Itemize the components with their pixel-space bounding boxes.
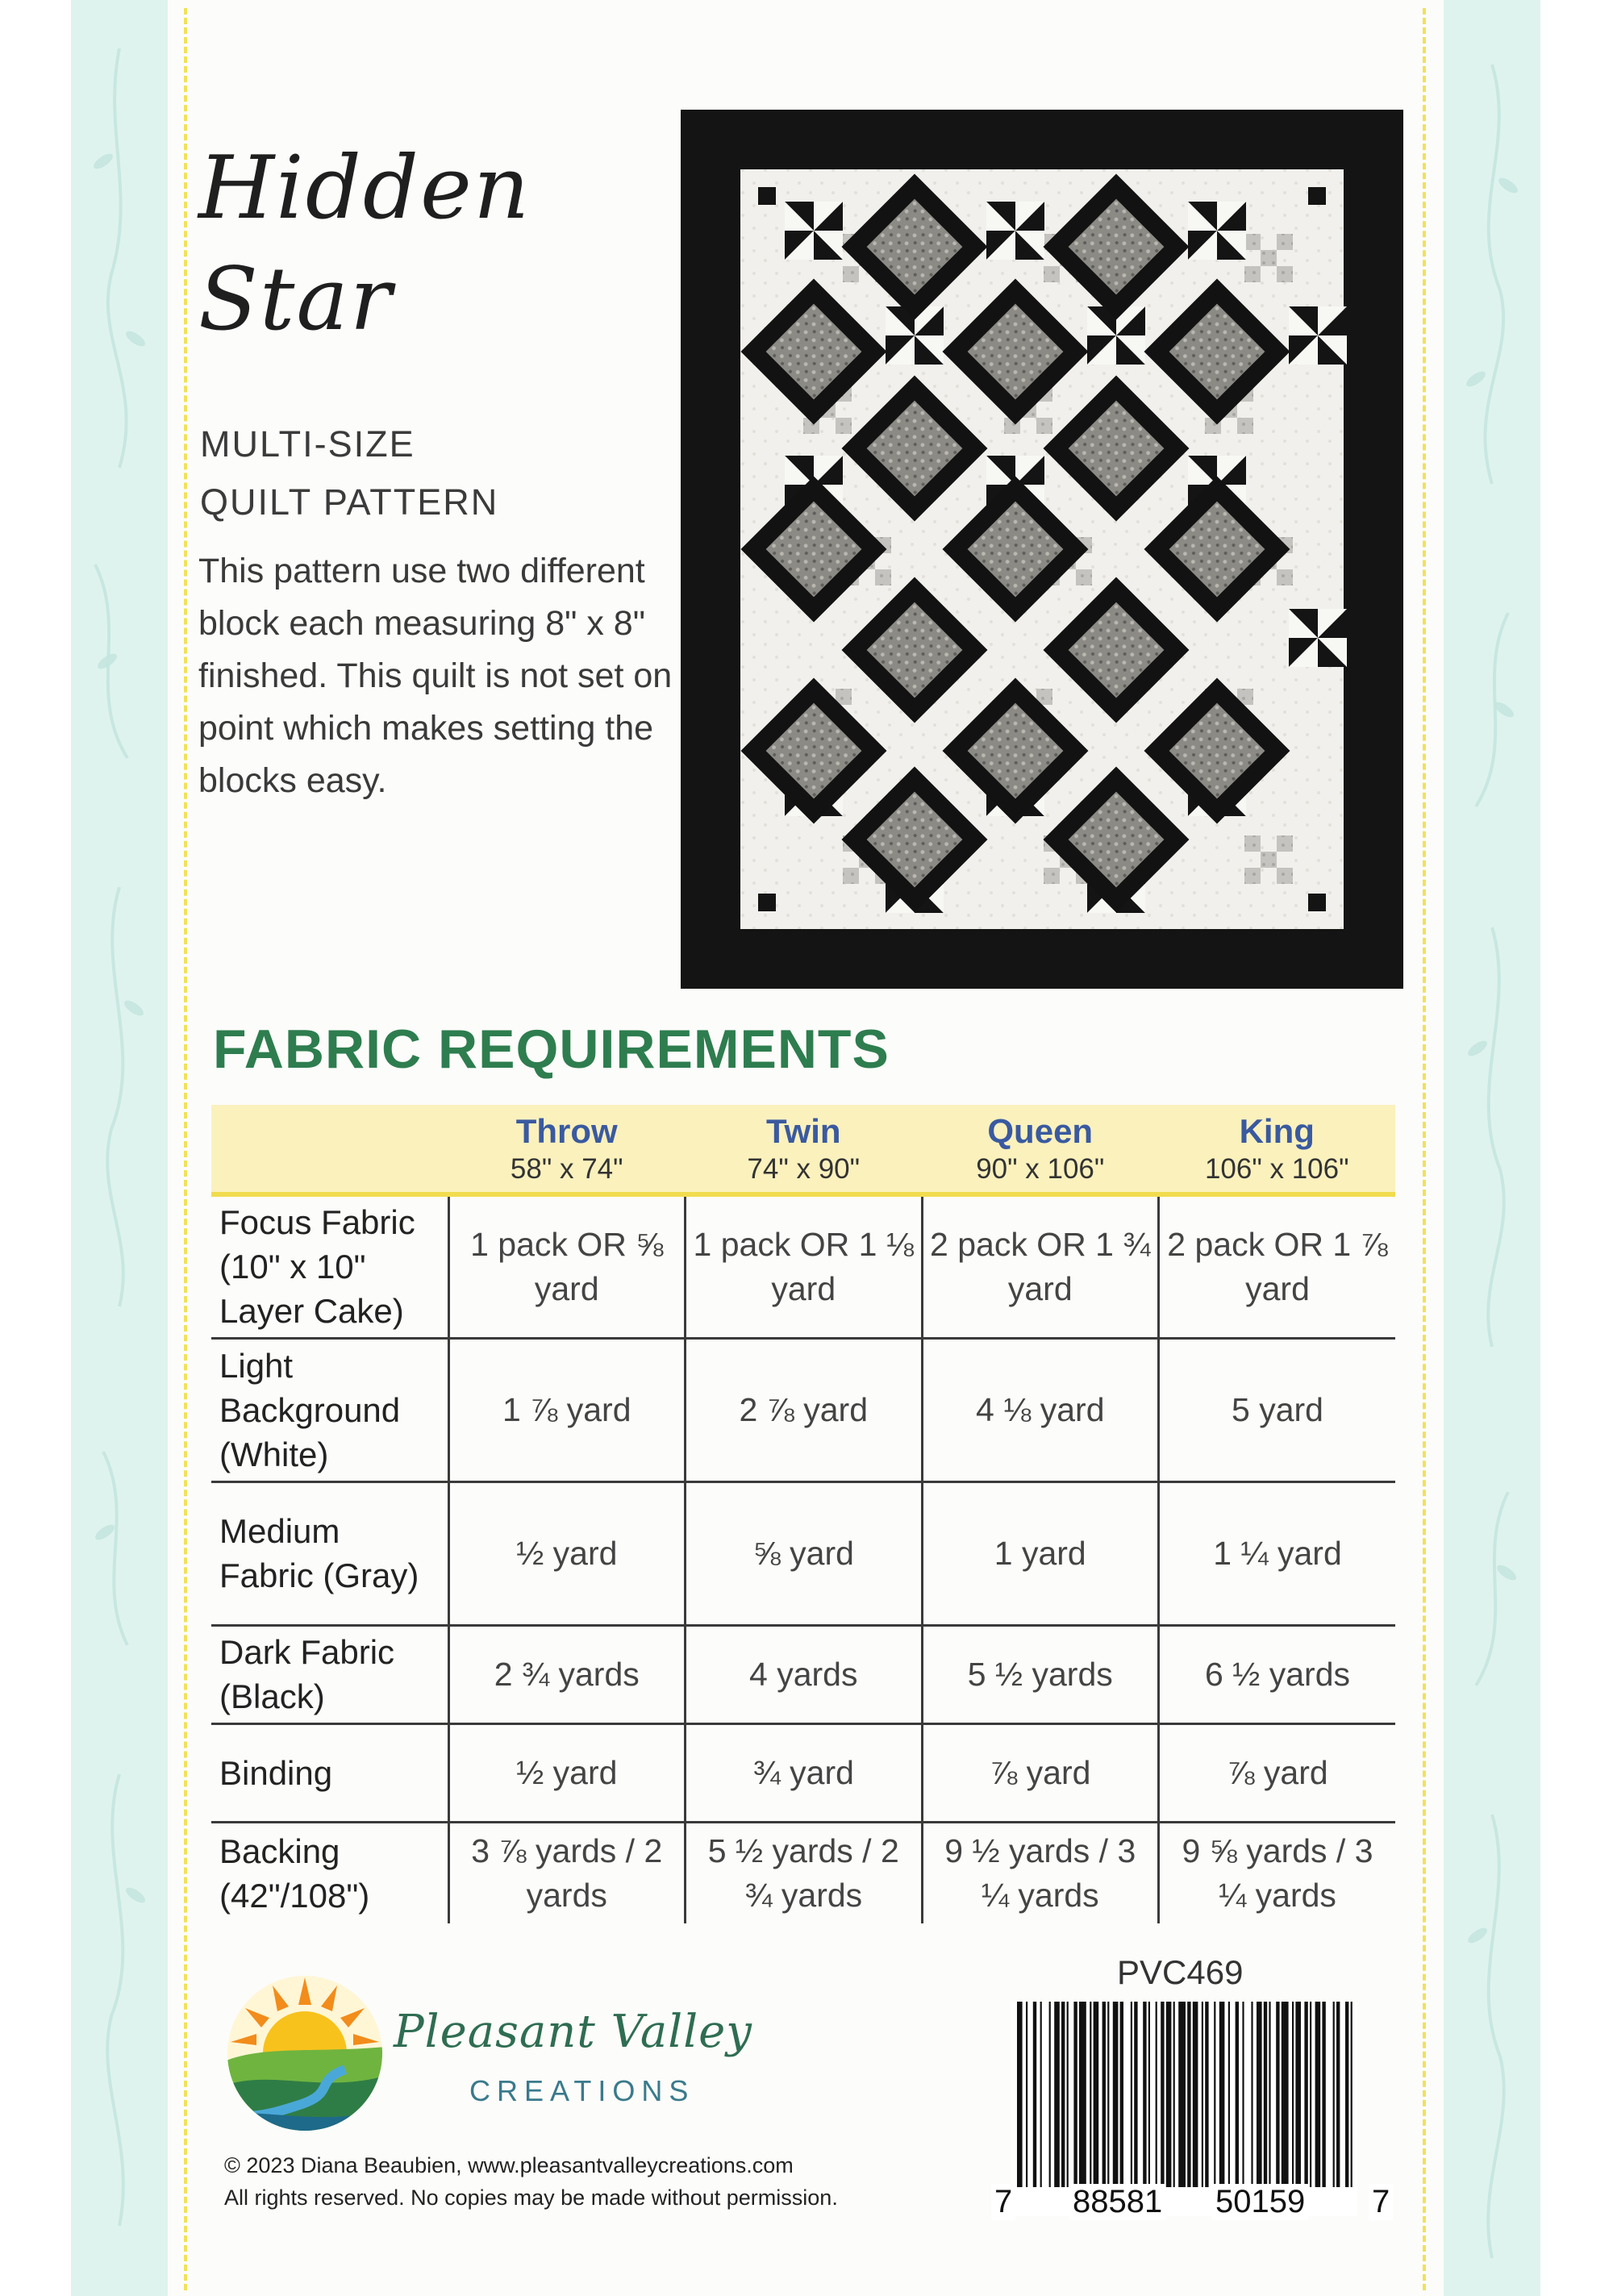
barcode-bar [1310,2002,1311,2187]
cell-value: 1 pack OR ⅝ yard [448,1194,686,1338]
copyright-line-2: All rights reserved. No copies may be made without permission. [224,2186,838,2210]
size-name: Throw [515,1112,618,1150]
barcode-bar [1333,2002,1335,2187]
cell-value: 2 ⅞ yard [686,1338,923,1481]
barcode-bar [1269,2002,1270,2187]
barcode-bar [1113,2002,1119,2187]
table-row [211,1625,1395,1723]
barcode-bar [1242,2002,1244,2187]
table-row [211,1194,1395,1338]
cell-value: ½ yard [448,1481,686,1625]
barcode-bar [1148,2002,1150,2187]
barcode-digit-trail: 7 [1369,2184,1393,2220]
row-label: Focus Fabric (10" x 10" Layer Cake) [211,1194,448,1338]
stitch-line-left [184,8,187,2290]
size-dimensions: 74" x 90" [747,1153,861,1185]
pattern-description: This pattern use two different block each measuring 8" x 8" finished. This quilt is not set on point which makes setting the blocks easy. [198,552,673,800]
barcode-bar [1173,2002,1175,2187]
cell-value: 1 pack OR 1 ⅛ yard [686,1194,923,1338]
cell-value: 2 ¾ yards [448,1625,686,1723]
size-name: King [1239,1112,1315,1150]
barcode-digit-group-2: 50159 [1212,2184,1308,2220]
barcode-bar [1040,2002,1042,2187]
publisher-logo-subtitle: CREATIONS [469,2074,695,2107]
barcode-bar [1026,2002,1027,2187]
barcode-bar [1067,2002,1069,2187]
row-label: Backing (42"/108") [219,1831,370,1915]
title-line-2: Star [198,249,394,350]
barcode-bar [1193,2002,1198,2187]
barcode-bar [1166,2002,1172,2187]
size-dimensions: 58" x 74" [510,1153,623,1185]
size-dimensions: 106" x 106" [1204,1153,1349,1185]
barcode-bar [1061,2002,1065,2187]
mint-border-right [1444,0,1540,2296]
barcode-bar [1251,2002,1252,2187]
cell-value: 1 yard [922,1481,1159,1625]
table-row [211,1822,1395,1923]
barcode-bar [1073,2002,1077,2187]
copyright-notice [224,2149,838,2214]
barcode-bar [1205,2002,1208,2187]
header-size-king [1159,1105,1396,1194]
barcode-bar [1102,2002,1106,2187]
size-name: Twin [765,1112,841,1150]
mint-border-left [71,0,168,2296]
subtitle-line-1: MULTI-SIZE [200,423,415,465]
cell-value: ⅞ yard [1159,1723,1396,1822]
barcode-bar [1276,2002,1279,2187]
cell-value: 2 pack OR 1 ⅞ yard [1159,1194,1396,1338]
fabric-requirements-table [211,1105,1395,1923]
barcode-bar [1143,2002,1146,2187]
stitch-line-right [1423,8,1426,2290]
table-row [211,1481,1395,1625]
barcode-bar [1322,2002,1325,2187]
table-row [211,1723,1395,1822]
subtitle-line-2: QUILT PATTERN [200,481,499,523]
barcode-bar [1351,2002,1353,2187]
copyright-line-1: © 2023 Diana Beaubien, www.pleasantvalleycreations.com [224,2153,794,2177]
barcode-digit-group-1: 88581 [1069,2184,1165,2220]
size-name: Queen [987,1112,1094,1150]
barcode-bar [1090,2002,1091,2187]
barcode-bar [1033,2002,1036,2187]
cell-value: 5 ½ yards / 2 ¾ yards [686,1822,923,1923]
barcode-bar [1131,2002,1132,2187]
row-label: Medium Fabric (Gray) [211,1481,448,1625]
barcode-bar [1315,2002,1321,2187]
fabric-requirements-title: FABRIC REQUIREMENTS [213,1019,890,1080]
row-label: Binding [211,1723,448,1822]
cell-value: 9 ½ yards / 3 ¼ yards [922,1822,1159,1923]
header-size-throw [448,1105,686,1194]
header-blank [211,1105,448,1194]
leaf-pattern-right [1444,0,1540,2296]
cell-value: 6 ½ yards [1159,1625,1396,1723]
barcode-bar [1264,2002,1267,2187]
pattern-title [198,133,531,356]
quilt-photo [681,110,1403,989]
barcode-bar [1134,2002,1137,2187]
row-label: Light Background (White) [211,1338,448,1481]
barcode-bar [1295,2002,1301,2187]
barcode-digit-lead: 7 [991,2184,1015,2220]
barcode-bar [1214,2002,1215,2187]
header-size-twin [686,1105,923,1194]
barcode-bar [1049,2002,1051,2187]
cell-value: 1 ¼ yard [1159,1481,1396,1625]
barcode-bar [1178,2002,1186,2187]
barcode-bar [1292,2002,1294,2187]
cell-value: 5 yard [1159,1338,1396,1481]
barcode-bar [1120,2002,1123,2187]
publisher-logo-name: Pleasant Valley [394,2006,752,2058]
barcode-bar [1094,2002,1099,2187]
barcode-bar [1345,2002,1348,2187]
barcode-bar [1017,2002,1023,2187]
cell-value: 1 ⅞ yard [448,1338,686,1481]
cell-value: ⅝ yard [686,1481,923,1625]
barcode-bar [1156,2002,1157,2187]
header-size-queen [922,1105,1159,1194]
table-header-row [211,1105,1395,1194]
title-line-1: Hidden [198,138,531,239]
size-dimensions: 90" x 106" [976,1153,1105,1185]
leaf-pattern-left [71,0,168,2296]
barcode-bar [1257,2002,1262,2187]
barcode-bar [1236,2002,1239,2187]
table-row [211,1338,1395,1481]
cell-value: 9 ⅝ yards / 3 ¼ yards [1159,1822,1396,1923]
cell-value: 2 pack OR 1 ¾ yard [922,1194,1159,1338]
barcode-bar [1079,2002,1086,2187]
barcode-bars [1011,2002,1357,2187]
cell-value: 4 yards [686,1625,923,1723]
barcode-bar [1228,2002,1230,2187]
barcode-bar [1219,2002,1225,2187]
barcode-bar [1336,2002,1340,2187]
cell-value: 3 ⅞ yards / 2 yards [448,1822,686,1923]
cell-value: ½ yard [448,1723,686,1822]
cell-value: 4 ⅛ yard [922,1338,1159,1481]
cell-value: ¾ yard [686,1723,923,1822]
barcode-bar [1187,2002,1190,2187]
barcode-bar [1054,2002,1060,2187]
barcode-bar [1161,2002,1164,2187]
product-sku: PVC469 [1117,1953,1244,1991]
pattern-subtitle [200,415,498,531]
sun-valley-logo-icon [224,1973,386,2134]
barcode-bar [1202,2002,1203,2187]
barcode-bar [1107,2002,1109,2187]
cell-value: 5 ½ yards [922,1625,1159,1723]
barcode-bar [1282,2002,1289,2187]
barcode-bar [1304,2002,1307,2187]
row-label: Dark Fabric (Black) [211,1625,448,1723]
cell-value: ⅞ yard [922,1723,1159,1822]
